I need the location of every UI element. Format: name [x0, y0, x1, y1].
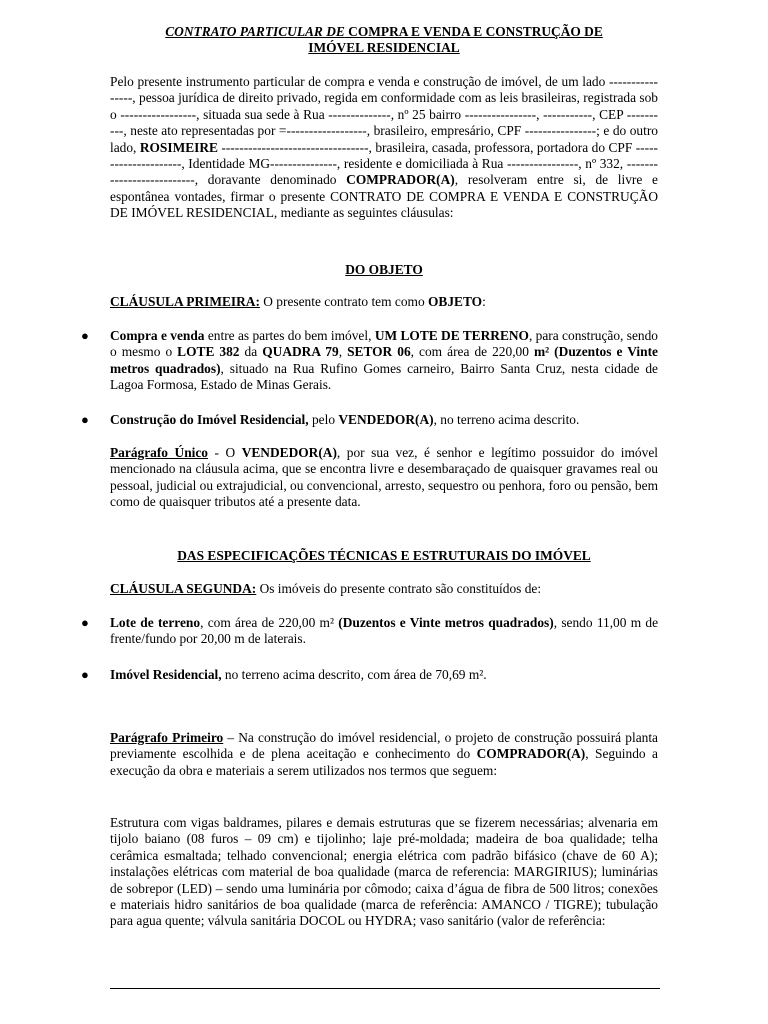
t-text: , por sua vez, é senhor e legítimo possuidor do imóvel mencionado na cláusula acima, que se encontra livre e desembaraçado de quaisquer gravames real ou pessoal, judicial ou extrajudicial, ou convencional, arresto, sequestro ou penhora, foro ou pensão, bem como de quaisquer tributos até a presente data.	[110, 445, 658, 510]
b-text: SETOR 06	[347, 344, 411, 360]
t-text: pelo	[308, 412, 339, 427]
t-text: da	[239, 344, 263, 360]
title-line1: COMPRA E VENDA E CONSTRUÇÃO DE	[344, 24, 603, 39]
intro-text-2: ---------------------------------, brasileira, casada, professora, portadora do CPF ---------------------, Identidade MG---------------, residente e domiciliada à Rua ----------------, nº 332, --------------------------, doravante denominado	[110, 139, 658, 188]
b-text: (Duzentos e Vinte metros quadrados)	[338, 615, 554, 630]
intro-text-3: , resolveram entre si, de livre e espontânea vontades, firmar o presente CONTRATO DE COMPRA E VENDA E CONSTRUÇÃO DE IMÓVEL RESIDENCIAL, mediante as seguintes cláusulas:	[110, 172, 658, 221]
b-text: VENDEDOR(A)	[338, 412, 434, 427]
buyer-label: COMPRADOR(A)	[346, 172, 455, 188]
specs-paragraph	[110, 815, 658, 930]
bullet-construcao	[81, 412, 658, 428]
title-italic: CONTRATO PARTICULAR DE	[165, 24, 345, 39]
bullet-dot: ●	[81, 667, 89, 682]
t-text: , no terreno acima descrito.	[433, 412, 580, 427]
t-text: , para construção, sendo o mesmo o	[110, 328, 658, 360]
t-text: , com área de 220,00	[410, 344, 534, 360]
clause-segunda	[110, 581, 658, 597]
document-title	[110, 24, 658, 57]
intro-paragraph	[110, 74, 658, 222]
paragrafo-unico	[110, 445, 658, 511]
b-text: VENDEDOR(A)	[241, 445, 337, 460]
bullet-dot: ●	[81, 412, 89, 427]
b-text: m² (Duzentos e Vinte metros quadrados)	[110, 344, 658, 376]
bullet-compra-venda	[81, 328, 658, 394]
t-text: entre as partes do bem imóvel,	[204, 328, 375, 343]
clause-primeira	[110, 294, 658, 310]
b-text: Lote de terreno	[110, 615, 201, 630]
footer-divider	[110, 988, 660, 989]
b-text: LOTE 382	[177, 344, 240, 360]
clause-primeira-label: CLÁUSULA PRIMEIRA:	[110, 294, 260, 309]
t-text: - O	[208, 445, 242, 460]
clause-segunda-text: Os imóveis do presente contrato são constituídos de:	[256, 581, 542, 596]
bullet-imovel	[81, 667, 658, 683]
section-heading-especificacoes: DAS ESPECIFICAÇÕES TÉCNICAS E ESTRUTURAIS DO IMÓVEL	[177, 548, 591, 563]
clause-primeira-text: O presente contrato tem como	[259, 294, 428, 309]
clause-objeto: OBJETO	[428, 294, 483, 309]
paragrafo-primeiro-label: Parágrafo Primeiro	[110, 730, 224, 745]
b-text: Construção do Imóvel Residencial,	[110, 412, 309, 427]
clause-segunda-label: CLÁUSULA SEGUNDA:	[110, 581, 257, 596]
t-text: , com área de 220,00 m²	[200, 615, 339, 630]
b-text: UM LOTE DE TERRENO	[374, 328, 529, 343]
intro-text-1: Pelo presente instrumento particular de compra e venda e construção de imóvel, de um lado ----------------, pessoa jurídica de direito privado, regida em conformidade com as leis brasileiras, registrada sob o -----------------, situada sua sede à Rua --------------, nº 25 bairro ----------------, -----------, CEP ----------, neste ato representadas por =------------------, brasileiro, empresário, CPF ----------------; e do outro lado,	[110, 74, 658, 155]
paragrafo-primeiro	[110, 730, 658, 779]
bullet-dot: ●	[81, 615, 89, 630]
buyer-name: ROSIMEIRE	[139, 139, 218, 155]
bullet-dot: ●	[81, 328, 89, 343]
t-text: , Seguindo a execução da obra e materiais a serem utilizados nos termos que seguem:	[110, 746, 658, 778]
clause-end: :	[482, 294, 486, 309]
b-text: QUADRA 79	[262, 344, 339, 360]
t-text: no terreno acima descrito, com área de 70,69 m².	[221, 667, 487, 682]
bullet-lote	[81, 615, 659, 648]
title-line2: IMÓVEL RESIDENCIAL	[308, 40, 460, 56]
specs-text: Estrutura com vigas baldrames, pilares e demais estruturas que se fizerem necessárias; alvenaria em tijolo baiano (08 furos – 09 cm) e tijolinho; laje pré-moldada; madeira de boa qualidade; telha cerâmica esmaltada; telhado convencional; energia elétrica com padrão bifásico (chave de 60 A); instalações elétricas com material de boa qualidade (marca de referencia: MARGIRIUS); luminárias de sobrepor (LED) – sendo uma luminária por cômodo; caixa d’água de fibra de 500 litros; conexões e materiais hidro sanitários de boa qualidade (marca de referência: AMANCO / TIGRE); tubulação para agua quente; válvula sanitária DOCOL ou HYDRA; vaso sanitário (valor de referência:	[110, 815, 658, 929]
b-text: Compra e venda	[110, 328, 205, 343]
paragrafo-unico-label: Parágrafo Único	[110, 445, 208, 460]
t-text: – Na construção do imóvel residencial, o projeto de construção possuirá planta previamente escolhida e de plena aceitação e conhecimento do	[110, 730, 658, 762]
b-text: Imóvel Residencial,	[110, 667, 222, 682]
t-text: ,	[338, 344, 348, 360]
b-text: COMPRADOR(A)	[476, 746, 586, 762]
section-heading-objeto: DO OBJETO	[345, 262, 423, 277]
t-text: , situado na Rua Rufino Gomes carneiro, Bairro Santa Cruz, nesta cidade de Lagoa Formosa, Estado de Minas Gerais.	[110, 360, 658, 393]
t-text: , sendo 11,00 m de frente/fundo por 20,00 m de laterais.	[110, 615, 659, 647]
